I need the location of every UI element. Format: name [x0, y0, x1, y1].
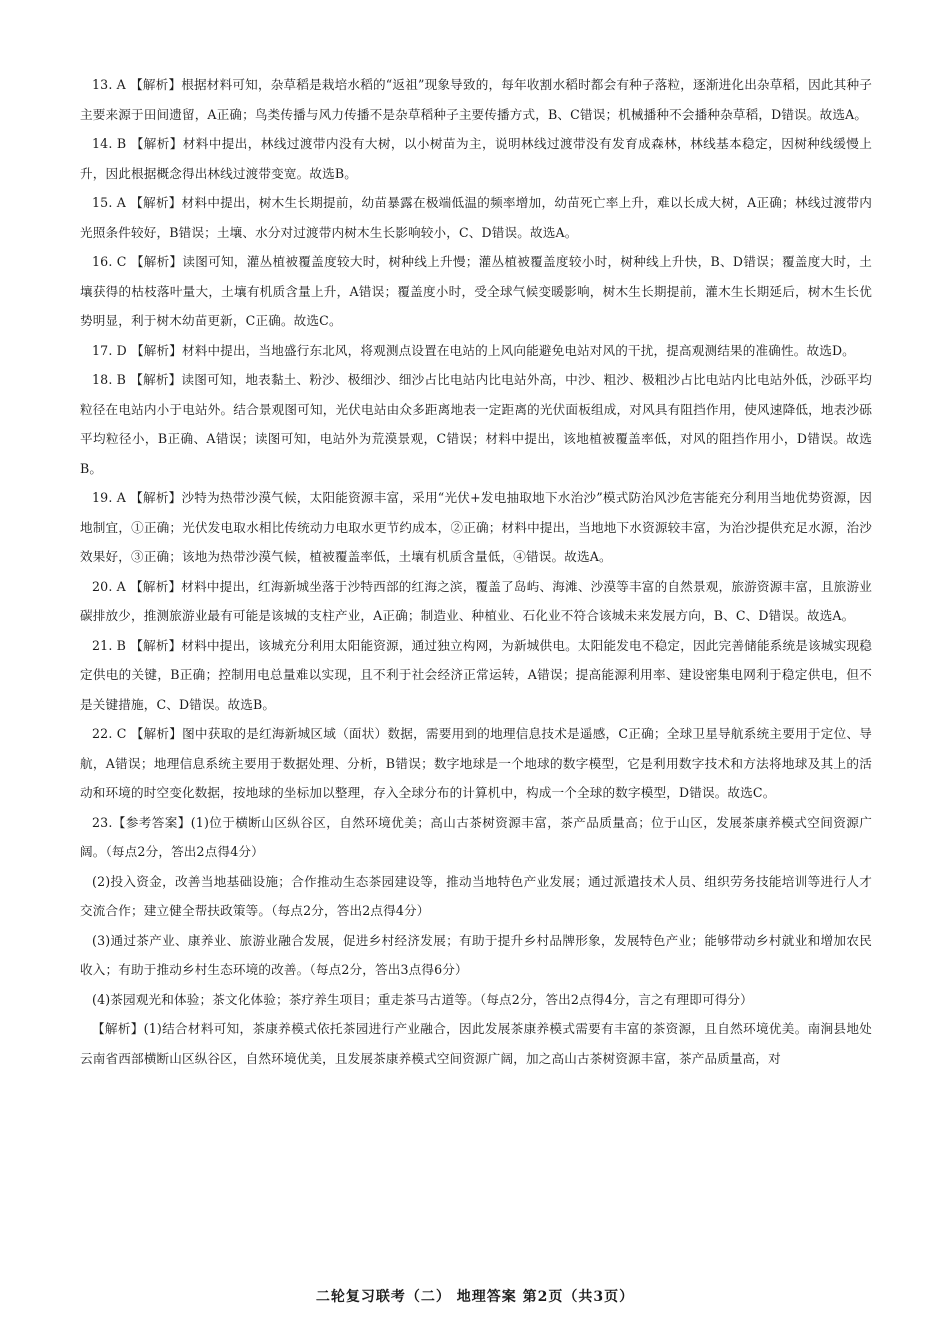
- answer-20: 20. A 【解析】材料中提出，红海新城坐落于沙特西部的红海之滨，覆盖了岛屿、海滩、沙漠等丰富的自然景观，旅游资源丰富，且旅游业碳排放少，推测旅游业最有可能是该城的支柱产业，A正确；制造业、种植业、石化业不符合该城未来发展方向，B、C、D错误。故选A。: [80, 578, 872, 623]
- answer-23-analysis: 【解析】(1)结合材料可知，茶康养模式依托茶园进行产业融合，因此发展茶康养模式需要有丰富的茶资源，且自然环境优美。南涧县地处云南省西部横断山区纵谷区，自然环境优美，且发展茶康养模式空间资源广阔，加之高山古茶树资源丰富，茶产品质量高，对: [80, 1021, 872, 1066]
- answer-17: 17. D 【解析】材料中提出，当地盛行东北风，将观测点设置在电站的上风向能避免电站对风的干扰，提高观测结果的准确性。故选D。: [92, 342, 855, 358]
- answer-23-part-3: (3)通过茶产业、康养业、旅游业融合发展，促进乡村经济发展；有助于提升乡村品牌形象，发展特色产业；能够带动乡村就业和增加农民收入；有助于推动乡村生态环境的改善。（每点2分，答出3点得6分）: [80, 932, 872, 977]
- answer-14: 14. B 【解析】材料中提出，林线过渡带内没有大树，以小树苗为主，说明林线过渡带没有发育成森林，林线基本稳定，因树种线缓慢上升，因此根据概念得出林线过渡带变宽。故选B。: [80, 136, 872, 181]
- answer-15: 15. A 【解析】材料中提出，树木生长期提前，幼苗暴露在极端低温的频率增加，幼苗死亡率上升，难以长成大树，A正确；林线过渡带内光照条件较好，B错误；土壤、水分对过渡带内树木生长影响较小，C、D错误。故选A。: [80, 195, 872, 240]
- answer-19: 19. A 【解析】沙特为热带沙漠气候，太阳能资源丰富，采用“光伏+发电抽取地下水治沙”模式防治风沙危害能充分利用当地优势资源，因地制宜，①正确；光伏发电取水相比传统动力电取水更节约成本，②正确；材料中提出，当地地下水资源较丰富，为治沙提供充足水源，治沙效果好，③正确；该地为热带沙漠气候，植被覆盖率低，土壤有机质含量低，④错误。故选A。: [80, 490, 872, 564]
- answer-22: 22. C 【解析】图中获取的是红海新城区域（面状）数据，需要用到的地理信息技术是遥感，C正确；全球卫星导航系统主要用于定位、导航，A错误；地理信息系统主要用于数据处理、分析，B错误；数字地球是一个地球的数字模型，它是利用数字技术和方法将地球及其上的活动和环境的时空变化数据，按地球的坐标加以整理，存入全球分布的计算机中，构成一个全球的数字模型，D错误。故选C。: [80, 726, 872, 800]
- answer-18: 18. B 【解析】读图可知，地表黏土、粉沙、极细沙、细沙占比电站内比电站外高，中沙、粗沙、极粗沙占比电站内比电站外低，沙砾平均粒径在电站内小于电站外。结合景观图可知，光伏电站由众多距离地表一定距离的光伏面板组成，对风具有阻挡作用，使风速降低，地表沙砾平均粒径小，B正确、A错误；读图可知，电站外为荒漠景观，C错误；材料中提出，该地植被覆盖率低，对风的阻挡作用小，D错误。故选B。: [80, 372, 872, 476]
- page-footer: 二轮复习联考（二） 地理答案 第2页（共3页）: [315, 1289, 635, 1305]
- answer-23-part-2: (2)投入资金，改善当地基础设施；合作推动生态茶园建设等，推动当地特色产业发展；通过派遣技术人员、组织劳务技能培训等进行人才交流合作；建立健全帮扶政策等。（每点2分，答出2点得4分）: [80, 873, 872, 918]
- answer-21: 21. B 【解析】材料中提出，该城充分利用太阳能资源，通过独立构网，为新城供电。太阳能发电不稳定，因此完善储能系统是该城实现稳定供电的关键，B正确；控制用电总量难以实现，且不利于社会经济正常运转，A错误；提高能源利用率、建设密集电网利于稳定供电，但不是关键措施，C、D错误。故选B。: [80, 637, 872, 712]
- answer-16: 16. C 【解析】读图可知，灌丛植被覆盖度较大时，树种线上升慢；灌丛植被覆盖度较小时，树种线上升快，B、D错误；覆盖度大时，土壤获得的枯枝落叶量大，土壤有机质含量上升，A错误；覆盖度小时，受全球气候变暖影响，树木生长期提前，灌木生长期延后，树木生长优势明显，利于树木幼苗更新，C正确。故选C。: [80, 254, 872, 328]
- answer-content: [80, 70, 872, 1073]
- answer-23-part-4: (4)茶园观光和体验；茶文化体验；茶疗养生项目；重走茶马古道等。（每点2分，答出2点得4分，言之有理即可得分）: [92, 991, 753, 1007]
- answer-13: 13. A 【解析】根据材料可知，杂草稻是栽培水稻的“返祖”现象导致的，每年收割水稻时都会有种子落粒，逐渐进化出杂草稻，因此其种子主要来源于田间遗留，A正确；鸟类传播与风力传播不是杂草稻种子主要传播方式，B、C错误；机械播种不会播种杂草稻，D错误。故选A。: [80, 77, 872, 122]
- answer-23-part-1: 23.【参考答案】(1)位于横断山区纵谷区，自然环境优美；高山古茶树资源丰富，茶产品质量高；位于山区，发展茶康养模式空间资源广阔。（每点2分，答出2点得4分）: [80, 814, 872, 859]
